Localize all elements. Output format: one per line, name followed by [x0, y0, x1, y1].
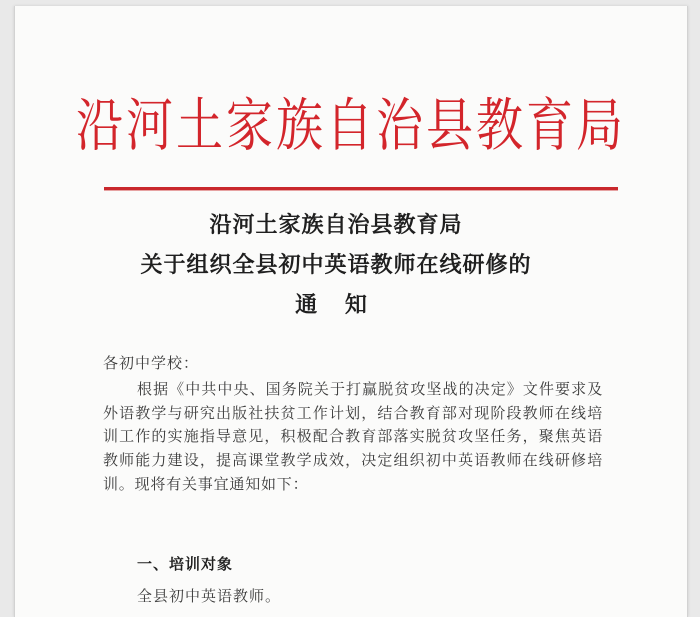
notice-title-line-2: 关于组织全县初中英语教师在线研修的: [140, 253, 532, 278]
letterhead-red-rule: [104, 187, 618, 191]
section-text-training-target: 全县初中英语教师。: [137, 587, 282, 605]
letterhead-title: 沿河土家族自治县教育局: [76, 92, 626, 160]
notice-title-line-3: 通 知: [295, 293, 377, 318]
intro-paragraph: 根据《中共中央、国务院关于打赢脱贫攻坚战的决定》文件要求及外语教学与研究出版社扶贫工作计划，结合教育部对现阶段教师在线培训工作的实施指导意见，积极配合教育部落实脱贫攻坚任务，聚焦英语教师能力建设，提高课堂教学成效，决定组织初中英语教师在线研修培训。现将有关事宜通知如下：: [103, 380, 603, 493]
section-heading-training-target: 一、培训对象: [137, 555, 234, 573]
notice-title-line-1: 沿河土家族自治县教育局: [209, 213, 463, 238]
salutation: 各初中学校：: [103, 354, 200, 372]
